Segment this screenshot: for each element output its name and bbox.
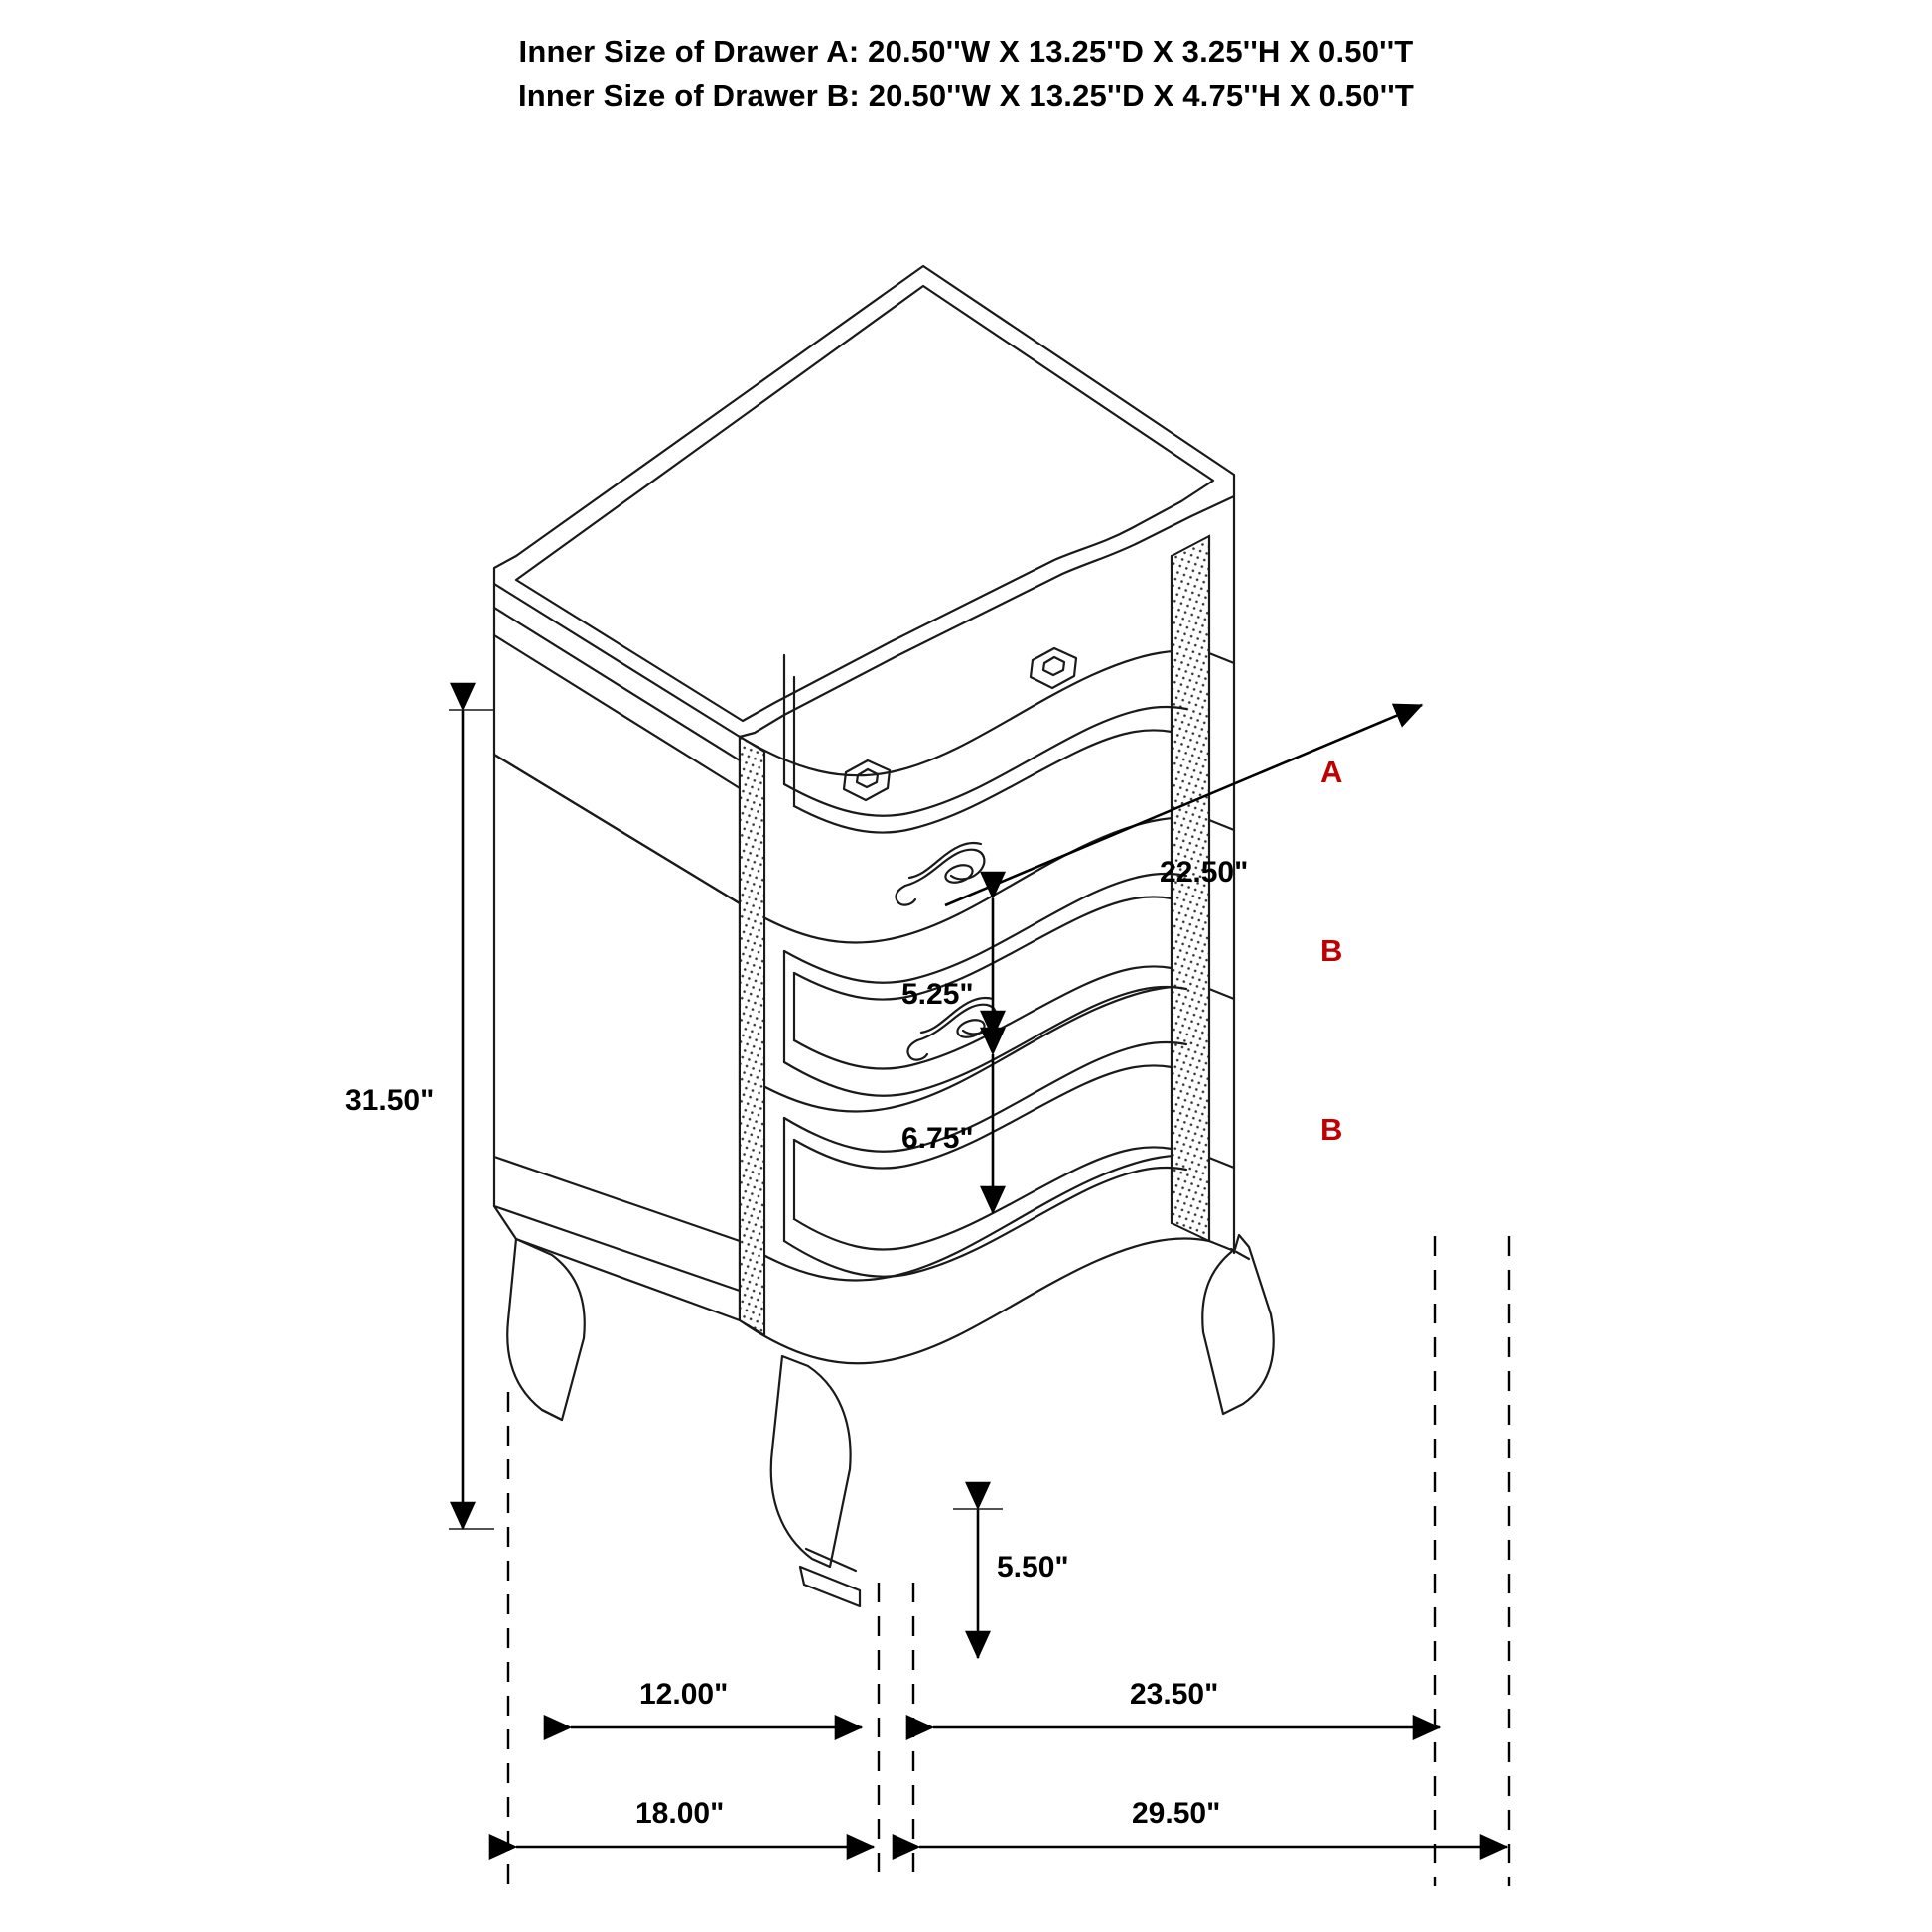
label-drawer-b-bottom: B [1320, 1112, 1343, 1147]
drawer-b-inner-size: Inner Size of Drawer B: 20.50''W X 13.25''D X 4.75''H X 0.50''T [517, 77, 1415, 113]
leg-front-left [771, 1356, 860, 1606]
dimension-lines [449, 705, 1509, 1886]
dim-drawer-b-height: 6.75" [901, 1122, 974, 1155]
dim-overall-height: 31.50" [345, 1084, 435, 1117]
leg-front-right [1202, 1235, 1273, 1414]
dim-drawer-a-height: 5.25" [901, 978, 974, 1011]
label-drawer-b-middle: B [1320, 933, 1343, 968]
drawer-a [784, 655, 1186, 833]
drawer-b-bottom [784, 1042, 1186, 1277]
dim-side-depth-outer: 18.00" [635, 1797, 725, 1830]
dim-front-width-inner: 23.50" [1130, 1678, 1219, 1711]
leg-back-left [507, 1239, 585, 1420]
drawer-b-middle [784, 874, 1186, 1096]
drawer-knob-b1 [844, 760, 890, 800]
drawer-a-inner-size: Inner Size of Drawer A: 20.50''W X 13.25''D X 3.25''H X 0.50''T [518, 34, 1414, 69]
dim-leg-clearance: 5.50" [997, 1551, 1069, 1584]
dim-drawer-a-width: 22.50" [1160, 856, 1249, 889]
label-drawer-a: A [1320, 755, 1343, 789]
dim-front-width-outer: 29.50" [1132, 1797, 1221, 1830]
dim-side-depth-inner: 12.00" [639, 1678, 729, 1711]
drawer-knob-a [1031, 648, 1076, 688]
cabinet-body [494, 266, 1274, 1606]
